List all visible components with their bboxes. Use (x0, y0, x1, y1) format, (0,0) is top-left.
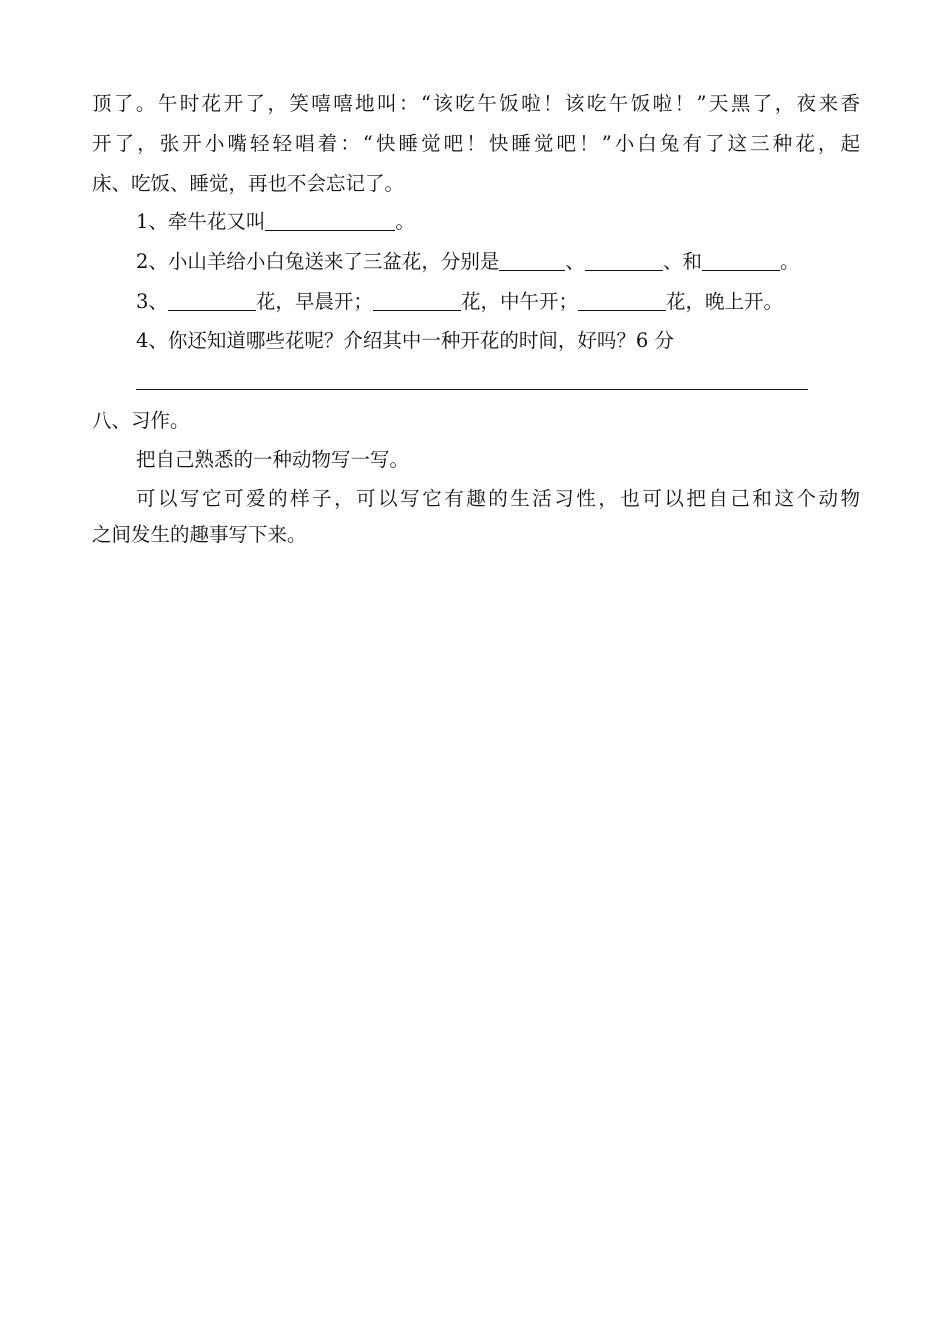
passage-line-2: 开了，张开小嘴轻轻唱着：“快睡觉吧！快睡觉吧！”小白兔有了这三种花，起 (92, 132, 860, 155)
question-3-part1: 花，早晨开； (255, 290, 373, 313)
answer-blank[interactable] (578, 290, 666, 311)
passage-line-3: 床、吃饭、睡觉，再也不会忘记了。 (92, 172, 405, 195)
answer-line[interactable] (136, 389, 808, 390)
question-2-sep1: 、 (565, 250, 585, 273)
question-1-prefix: 1、牵牛花又叫 (136, 210, 266, 233)
question-1 (136, 208, 415, 236)
writing-prompt-2-line-2: 之间发生的趣事写下来。 (92, 523, 307, 546)
answer-blank[interactable] (373, 290, 461, 311)
question-3-part3: 花，晚上开。 (665, 290, 783, 313)
question-3-part2: 花，中午开； (460, 290, 578, 313)
question-3 (136, 288, 783, 316)
question-2-sep2: 、和 (662, 250, 702, 273)
passage-line-1: 顶了。午时花开了，笑嘻嘻地叫：“该吃午饭啦！该吃午饭啦！”天黑了，夜来香 (92, 92, 860, 115)
answer-blank[interactable] (265, 210, 395, 231)
answer-blank[interactable] (702, 250, 780, 271)
question-2-suffix: 。 (779, 250, 800, 273)
writing-prompt-1: 把自己熟悉的一种动物写一写。 (136, 448, 410, 471)
writing-prompt-2-line-1: 可以写它可爱的样子，可以写它有趣的生活习性，也可以把自己和这个动物 (136, 487, 860, 510)
answer-blank[interactable] (499, 250, 565, 271)
answer-blank[interactable] (585, 250, 663, 271)
question-3-prefix: 3、 (136, 290, 168, 313)
question-4: 4、你还知道哪些花呢？介绍其中一种开花的时间，好吗？6 分 (136, 329, 675, 352)
question-1-suffix: 。 (395, 210, 415, 233)
section-heading: 八、习作。 (92, 409, 190, 432)
question-2-prefix: 2、小山羊给小白兔送来了三盆花，分别是 (136, 250, 500, 273)
answer-blank[interactable] (168, 290, 256, 311)
question-2 (136, 248, 799, 276)
